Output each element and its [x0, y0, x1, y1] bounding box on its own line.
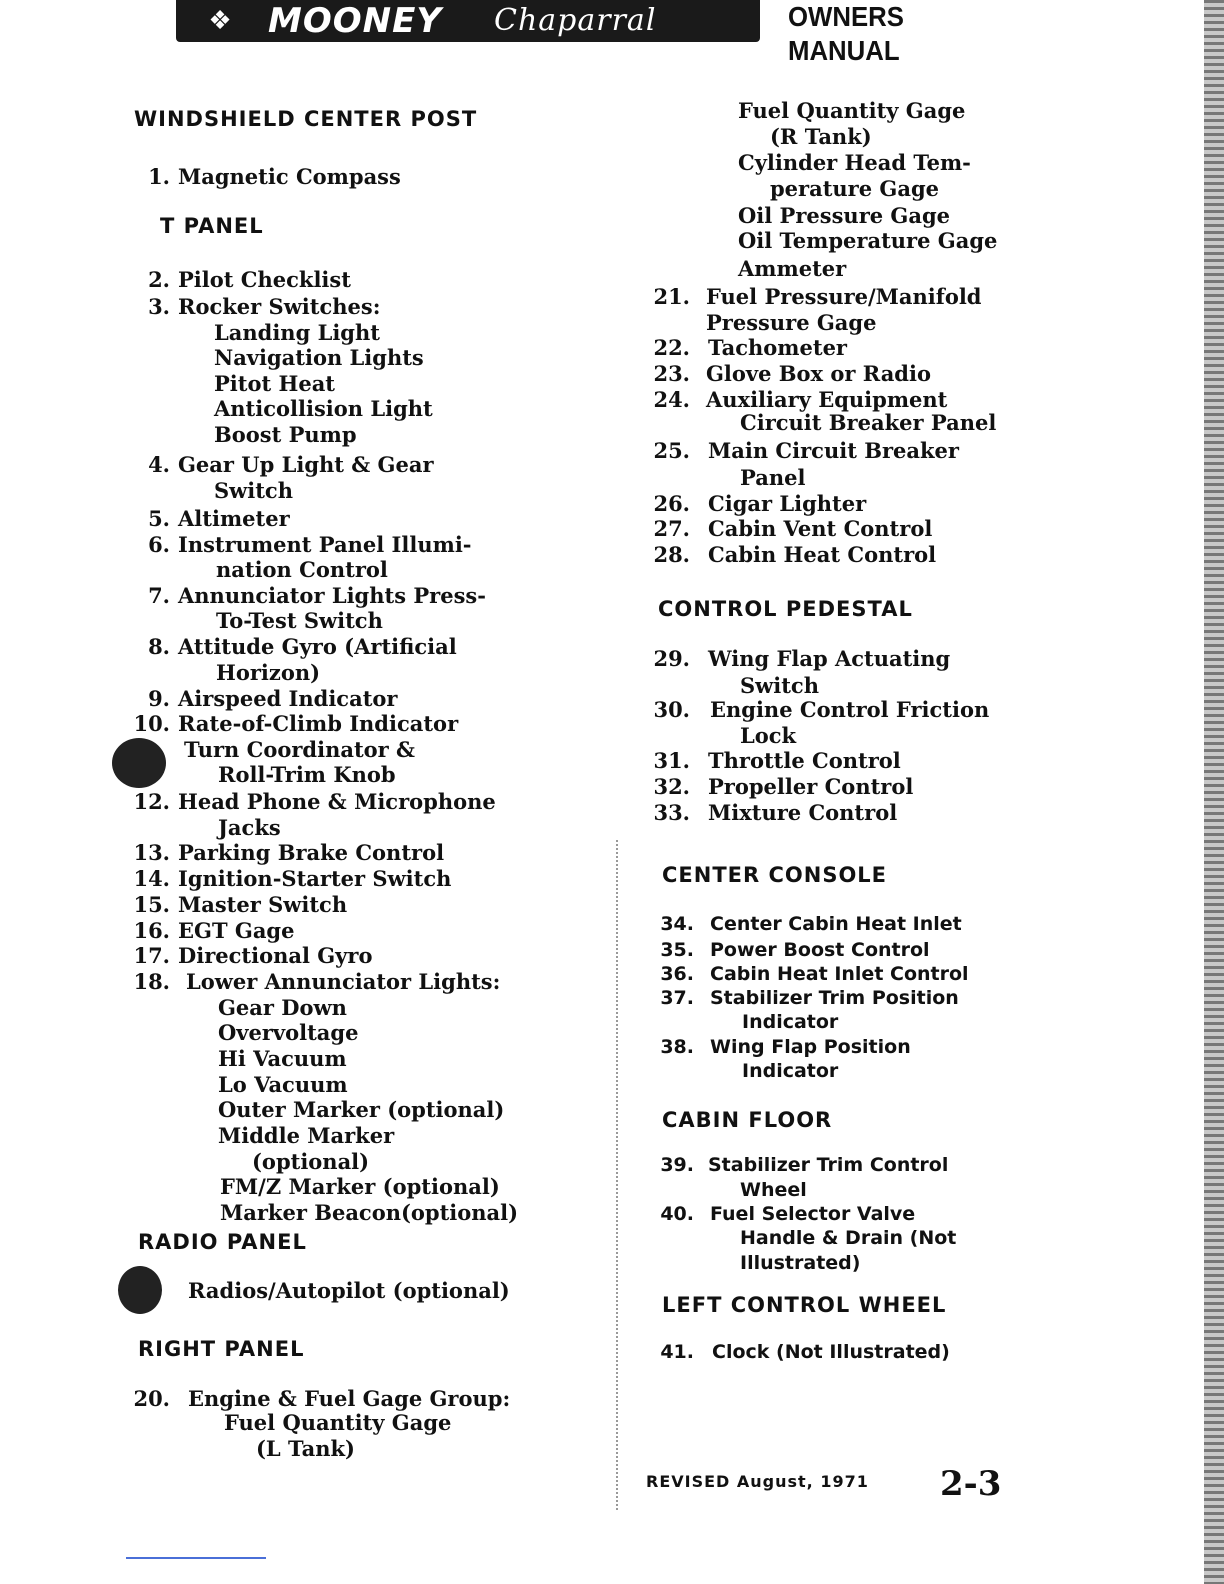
section-heading-center-console: CENTER CONSOLE	[662, 863, 888, 887]
list-subitem: Switch	[740, 673, 819, 698]
list-subitem: Outer Marker (optional)	[218, 1097, 505, 1122]
section-heading-left-panel: T PANEL	[160, 214, 264, 238]
page-number: 2-3	[940, 1464, 1002, 1504]
list-subitem: Jacks	[218, 815, 281, 840]
section-heading-control-pedestal: CONTROL PEDESTAL	[658, 597, 913, 621]
list-subitem: Illustrated)	[740, 1252, 861, 1274]
list-subitem: Indicator	[742, 1060, 839, 1082]
list-subitem: Handle & Drain (Not	[740, 1227, 957, 1249]
list-subitem: Lo Vacuum	[218, 1072, 348, 1097]
stray-underline	[126, 1557, 266, 1559]
mooney-logo	[176, 0, 760, 42]
list-subitem: Switch	[214, 478, 293, 503]
list-subitem: Overvoltage	[218, 1020, 359, 1045]
section-heading-left-control-wheel: LEFT CONTROL WHEEL	[662, 1293, 947, 1317]
list-subitem: Navigation Lights	[214, 345, 424, 370]
list-subitem: To-Test Switch	[216, 608, 383, 633]
list-subitem: Boost Pump	[214, 422, 357, 447]
list-subitem: nation Control	[216, 557, 388, 582]
manual-title: OWNERS MANUAL	[788, 1, 904, 66]
page-header	[176, 0, 1006, 66]
list-subitem: Landing Light	[214, 320, 380, 345]
list-subitem: Middle Marker	[218, 1123, 395, 1148]
scan-edge-shadow	[1204, 0, 1224, 1584]
list-subitem: FM/Z Marker (optional)	[220, 1174, 500, 1199]
list-subitem: Circuit Breaker Panel	[740, 410, 997, 435]
revision-date: REVISED August, 1971	[646, 1472, 869, 1491]
column-divider-dotted	[616, 840, 618, 1510]
model-name: Chaparral	[494, 3, 657, 38]
section-heading-right-panel: RIGHT PANEL	[138, 1337, 305, 1361]
section-heading-radio-panel: RADIO PANEL	[138, 1230, 307, 1254]
list-subitem: (L Tank)	[256, 1436, 355, 1461]
brand-name: MOONEY	[268, 1, 442, 41]
list-subitem: Ammeter	[738, 256, 847, 281]
list-subitem: Roll-Trim Knob	[218, 762, 396, 787]
list-subitem: Fuel Quantity Gage	[224, 1410, 452, 1435]
list-subitem: Pitot Heat	[214, 371, 335, 396]
section-heading-cabin-floor: CABIN FLOOR	[662, 1108, 833, 1132]
list-subitem: Anticollision Light	[214, 396, 433, 421]
list-subitem: Panel	[740, 465, 806, 490]
section-heading-windshield: WINDSHIELD CENTER POST	[134, 107, 478, 131]
list-subitem: Pressure Gage	[706, 310, 877, 335]
list-subitem: Gear Down	[218, 995, 347, 1020]
punch-hole-mark	[112, 738, 166, 788]
punch-hole-mark	[118, 1266, 162, 1314]
list-subitem: Marker Beacon(optional)	[220, 1200, 519, 1225]
list-subitem: Horizon)	[216, 660, 321, 685]
list-subitem: Hi Vacuum	[218, 1046, 347, 1071]
list-subitem: Oil Pressure Gage	[738, 203, 951, 228]
list-subitem: Wheel	[740, 1179, 807, 1201]
list-subitem: Lock	[740, 723, 797, 748]
list-subitem: Indicator	[742, 1011, 839, 1033]
list-subitem: Oil Temperature Gage	[738, 228, 998, 253]
list-subitem: Fuel Quantity Gage	[738, 98, 966, 123]
list-subitem: Cylinder Head Tem-	[738, 150, 971, 175]
list-subitem: (R Tank)	[770, 124, 872, 149]
list-subitem: perature Gage	[770, 176, 940, 201]
mooney-emblem-icon: ❖	[208, 6, 232, 36]
list-subitem: (optional)	[252, 1149, 370, 1174]
